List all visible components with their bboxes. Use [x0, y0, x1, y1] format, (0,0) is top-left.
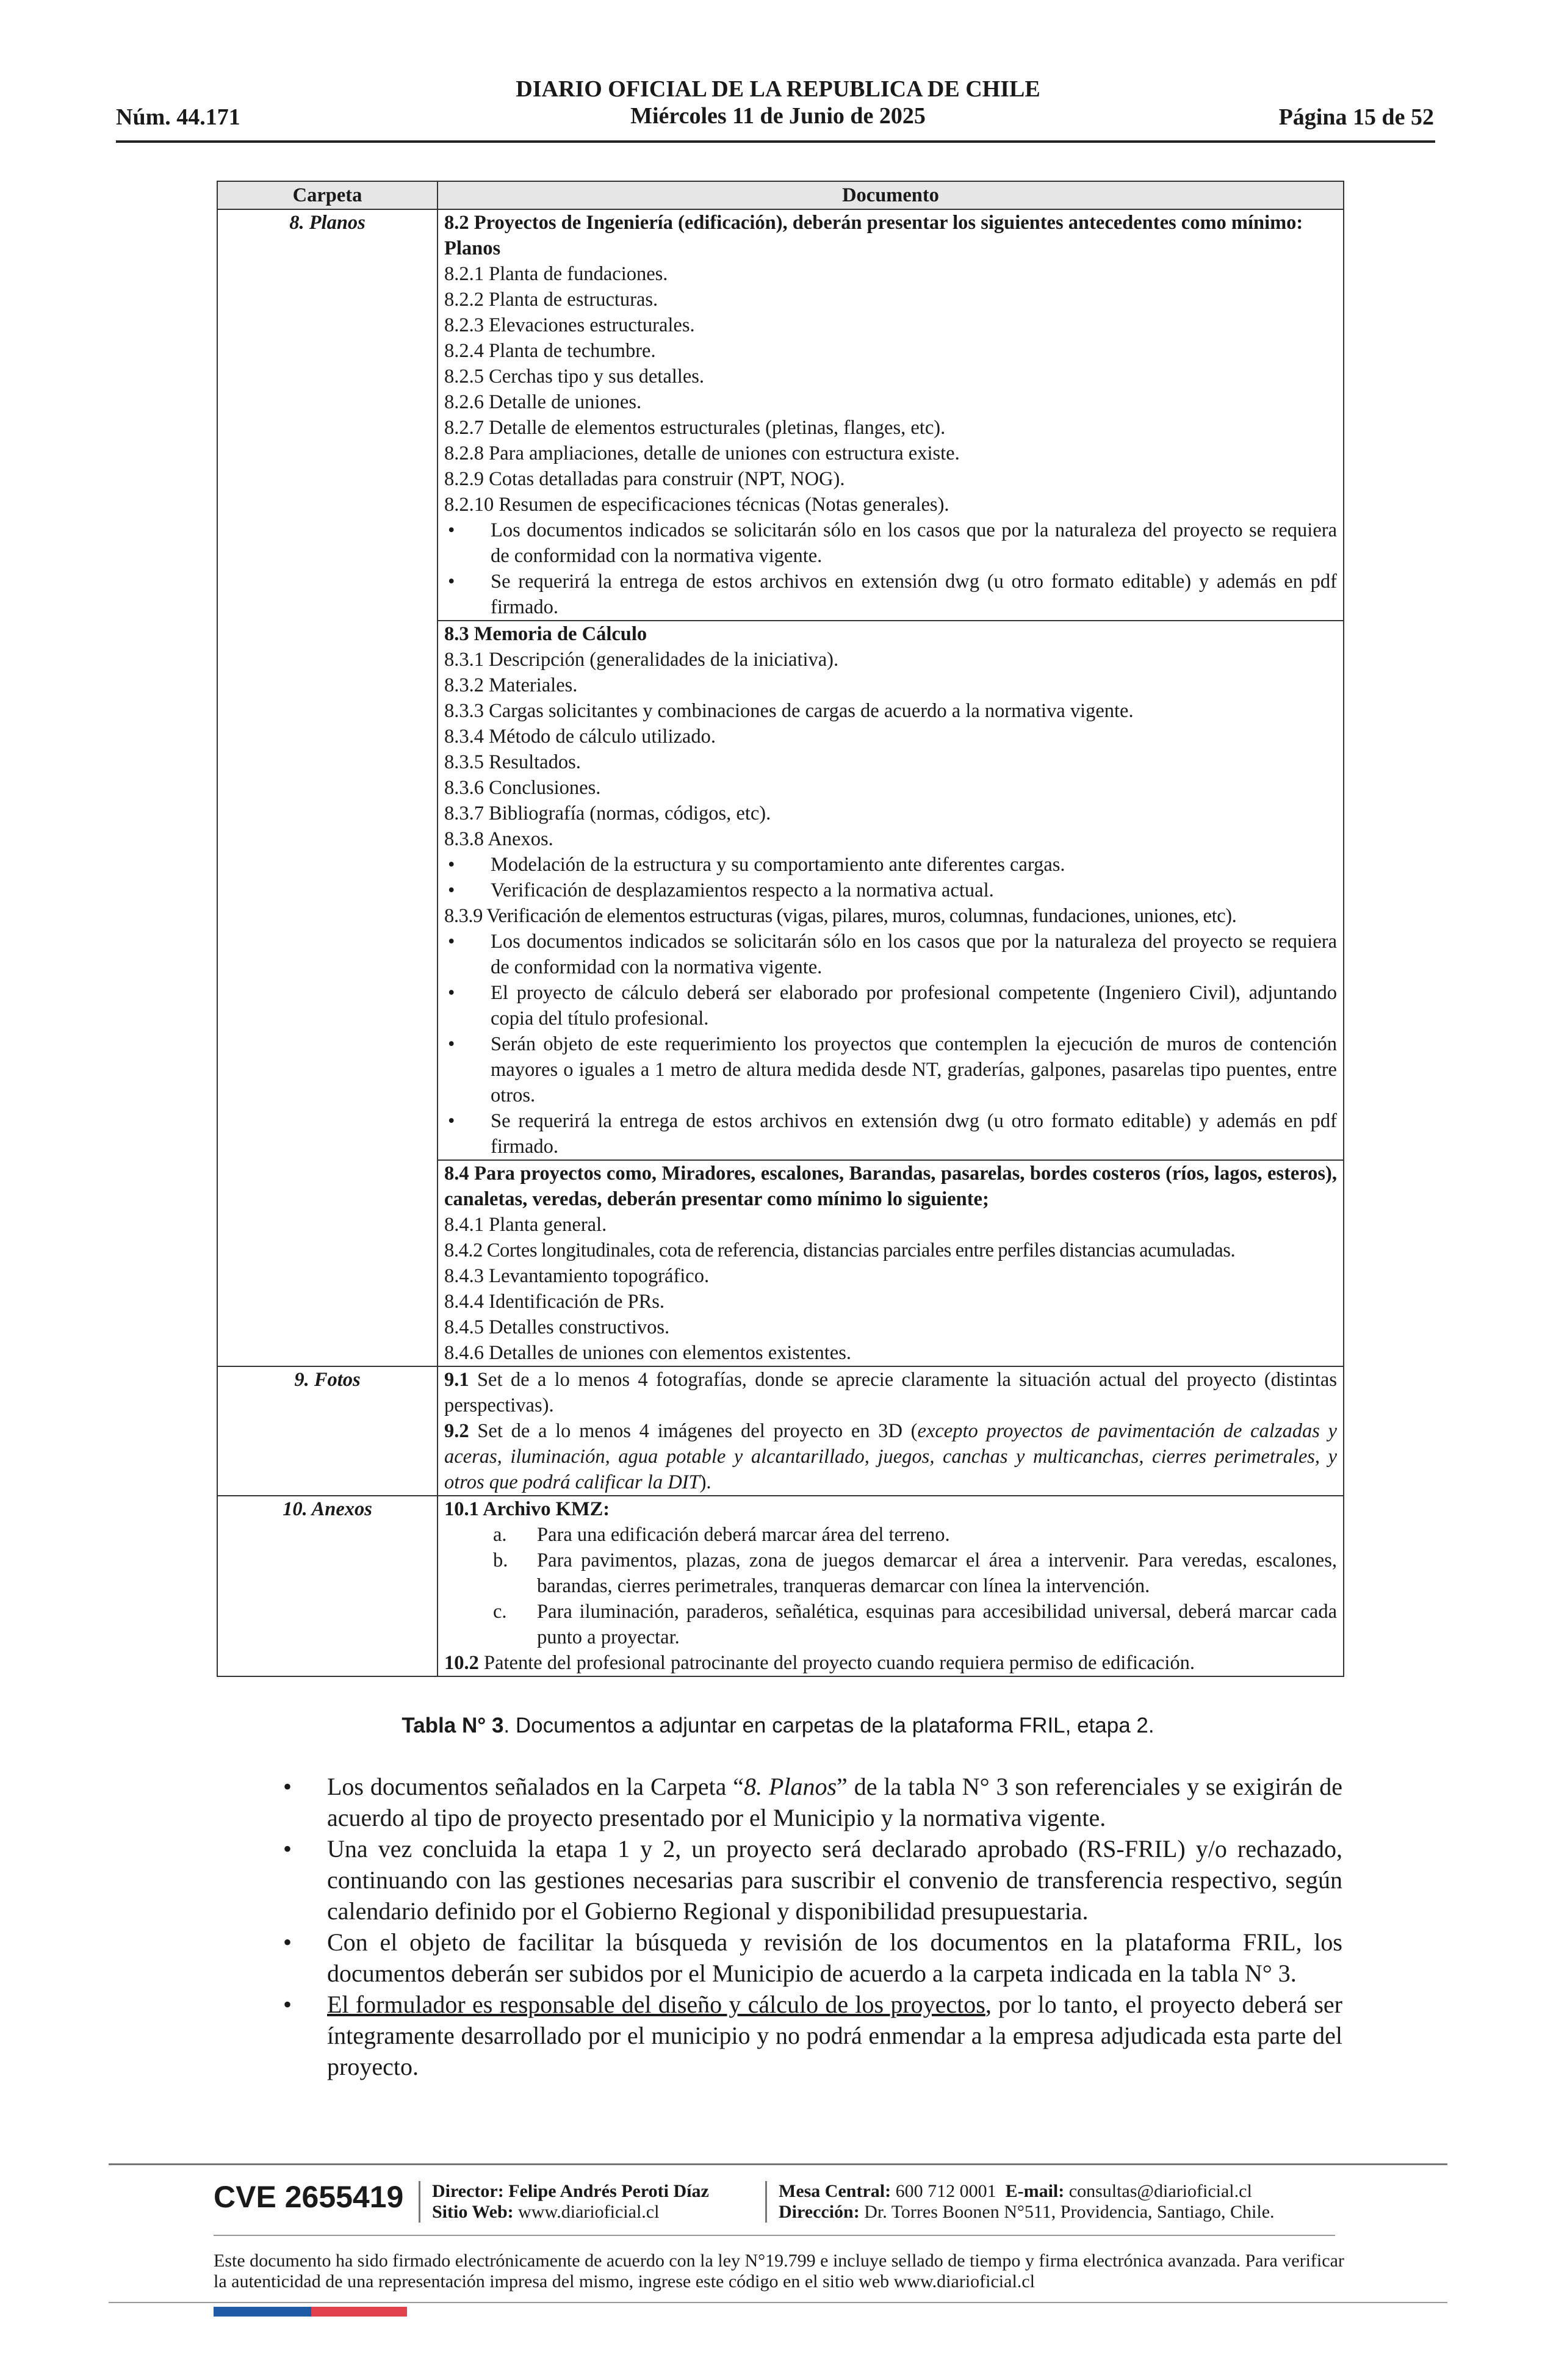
item-text-italic: excepto proyectos de pavimentación de calzadas y aceras, iluminación, agua potable y alcantarillado, juegos, canchas y multicanchas, cierres perimetrales, y otros que podrá calificar la DIT [444, 1420, 1338, 1493]
list-item: 8.3.6 Conclusiones. [444, 777, 601, 799]
table-caption [0, 1712, 1556, 1739]
list-item: 8.2.5 Cerchas tipo y sus detalles. [444, 366, 705, 388]
footer-separator [419, 2181, 420, 2223]
bullet-text: Modelación de la estructura y su comportamiento ante diferentes cargas. [491, 854, 1065, 876]
bullet-item [444, 980, 1337, 1031]
web-label: Sitio Web: [432, 2202, 514, 2222]
note-text: ” de la tabla N° 3 son referenciales y se exigirán de acuerdo al tipo de proyecto presentado por el Municipio y la normativa vigente. [327, 1773, 1342, 1831]
section-8-2 [438, 209, 1344, 621]
bullet-glyph: • [283, 1928, 292, 1956]
column-header-carpeta: Carpeta [217, 181, 438, 209]
brand-bar-red [311, 2307, 407, 2317]
list-item: 8.2.10 Resumen de especificaciones técnicas (Notas generales). [444, 494, 949, 516]
bullet-item [444, 569, 1337, 620]
bullet-item [444, 929, 1337, 980]
folder-anexos: 10. Anexos [217, 1496, 438, 1676]
item-letter: b. [493, 1549, 508, 1571]
bullet-text: Se requerirá la entrega de estos archivos en extensión dwg (u otro formato editable) y además en pdf firmado. [491, 1110, 1337, 1158]
item-text: Set de a lo menos 4 imágenes del proyecto en 3D ( [469, 1420, 918, 1442]
list-item: 8.2.6 Detalle de uniones. [444, 391, 642, 413]
bullet-glyph: • [283, 1991, 292, 2018]
page-number: Página 15 de 52 [1278, 104, 1434, 130]
header-divider [116, 140, 1435, 143]
paragraph [444, 1650, 1337, 1676]
item-text: Para una edificación deberá marcar área del terreno. [537, 1524, 950, 1546]
bullet-text: Serán objeto de este requerimiento los proyectos que contemplen la ejecución de muros de contención mayores o iguales a 1 metro de altura medida desde NT, graderías, galpones, pasarelas tipo puentes, entre otros. [491, 1033, 1337, 1106]
list-item: 8.3.8 Anexos. [444, 828, 553, 850]
footer-director-block [432, 2181, 709, 2223]
contact-line [779, 2181, 1275, 2202]
table-row [217, 1496, 1344, 1676]
list-item: 8.2.4 Planta de techumbre. [444, 340, 656, 362]
footer-separator [765, 2181, 767, 2223]
bullet-glyph: • [283, 1773, 292, 1800]
note-text: Con el objeto de facilitar la búsqueda y revisión de los documentos en la plataforma FRIL, los documentos deberán ser subidos por el Municipio de acuerdo a la carpeta indicada en la tabla N° 3. [327, 1928, 1342, 1987]
footer-contact-block [779, 2181, 1275, 2223]
section-title: 8.2 Proyectos de Ingeniería (edificación), deberán presentar los siguientes antecedentes como mínimo: [444, 212, 1303, 234]
list-item: 8.4.3 Levantamiento topográfico. [444, 1265, 710, 1287]
paragraph [444, 1367, 1337, 1418]
bullet-item [444, 878, 1337, 903]
list-item: 8.2.9 Cotas detalladas para construir (NPT, NOG). [444, 468, 845, 490]
list-item: 8.4.6 Detalles de uniones con elementos existentes. [444, 1342, 851, 1364]
folder-planos: 8. Planos [217, 209, 438, 1366]
email-link[interactable]: consultas@diarioficial.cl [1068, 2181, 1252, 2201]
section-10 [438, 1496, 1344, 1676]
bullet-text: Los documentos indicados se solicitarán sólo en los casos que por la naturaleza del proyecto se requiera de conformidad con la normativa vigente. [491, 519, 1337, 567]
bullet-text: El proyecto de cálculo deberá ser elaborado por profesional competente (Ingeniero Civil), adjuntando copia del título profesional. [491, 982, 1337, 1030]
list-item: 8.3.1 Descripción (generalidades de la iniciativa). [444, 649, 839, 671]
bullet-glyph: • [283, 1835, 292, 1863]
item-number: 10.2 [444, 1652, 479, 1674]
item-number: 9.2 [444, 1420, 469, 1442]
note-text: , por lo tanto, el proyecto deberá ser íntegramente desarrollado por el municipio y no podrá enmendar a la empresa adjudicada esta parte del proyecto. [327, 1991, 1342, 2080]
item-text-end: ). [699, 1471, 711, 1493]
issue-number: Núm. 44.171 [116, 104, 240, 130]
bullet-glyph: • [448, 571, 455, 593]
item-text: Para pavimentos, plazas, zona de juegos demarcar el área a intervenir. Para veredas, escalones, barandas, cierres perimetrales, tranqueras demarcar con línea la intervención. [537, 1549, 1337, 1597]
section-title: 8.4 Para proyectos como, Miradores, escalones, Barandas, pasarelas, bordes costeros (ríos, lagos, esteros), canaletas, veredas, deberán presentar como mínimo lo siguiente; [444, 1163, 1337, 1210]
list-item: 8.3.7 Bibliografía (normas, códigos, etc). [444, 802, 771, 824]
bullet-glyph: • [448, 1033, 455, 1055]
list-item: 8.3.5 Resultados. [444, 751, 581, 773]
lettered-item [444, 1599, 1337, 1650]
section-8-3 [438, 621, 1344, 1160]
note-text: Los documentos señalados en la Carpeta “ [327, 1773, 744, 1800]
item-letter: a. [493, 1524, 507, 1546]
issue-date: Miércoles 11 de Junio de 2025 [630, 103, 926, 129]
section-9 [438, 1366, 1344, 1496]
director-name: Felipe Andrés Peroti Díaz [508, 2181, 709, 2201]
note-item [278, 1771, 1342, 1833]
item-text: Para iluminación, paraderos, señalética, esquinas para accesibilidad universal, deberá marcar cada punto a proyectar. [537, 1601, 1337, 1648]
list-item: 8.3.4 Método de cálculo utilizado. [444, 726, 716, 748]
list-item: 8.4.1 Planta general. [444, 1214, 607, 1236]
list-item: 8.2.2 Planta de estructuras. [444, 289, 658, 311]
list-item: 8.2.7 Detalle de elementos estructurales (pletinas, flanges, etc). [444, 417, 946, 439]
item-text: Patente del profesional patrocinante del proyecto cuando requiera permiso de edificación. [478, 1652, 1195, 1674]
bullet-glyph: • [448, 854, 455, 876]
documents-table [217, 181, 1344, 1677]
legal-notice: Este documento ha sido firmado electrónicamente de acuerdo con la ley N°19.799 e incluye sellado de tiempo y firma electrónica avanzada. Para verificar la autenticidad de una representación impresa del mismo, ingrese este código en el sitio web www.diarioficial.cl [214, 2251, 1344, 2292]
note-item [278, 1833, 1342, 1927]
section-title: 10.1 Archivo KMZ: [444, 1498, 610, 1520]
list-item: 8.3.2 Materiales. [444, 674, 578, 696]
director-label: Director: [432, 2181, 504, 2201]
table-header-row [217, 181, 1344, 209]
mesa-label: Mesa Central: [779, 2181, 891, 2201]
table-row [217, 1366, 1344, 1496]
item-number: 9.1 [444, 1369, 469, 1391]
paragraph [444, 1418, 1337, 1495]
notes-list [278, 1771, 1342, 2082]
column-header-documento: Documento [438, 181, 1344, 209]
note-item [278, 1989, 1342, 2082]
bullet-glyph: • [448, 519, 455, 541]
brand-bar-blue [214, 2307, 311, 2317]
section-subtitle: Planos [444, 237, 501, 259]
note-text-italic: 8. Planos [744, 1773, 837, 1800]
bullet-text: Se requerirá la entrega de estos archivos en extensión dwg (u otro formato editable) y además en pdf firmado. [491, 571, 1337, 618]
bullet-glyph: • [448, 931, 455, 953]
footer-divider [109, 2163, 1447, 2165]
list-item: 8.2.3 Elevaciones estructurales. [444, 314, 695, 336]
caption-label: Tabla N° 3 [402, 1714, 504, 1737]
address-line [779, 2202, 1275, 2223]
lettered-item [444, 1548, 1337, 1599]
bullet-glyph: • [448, 879, 455, 901]
mesa-phone: 600 712 0001 [895, 2181, 996, 2201]
note-item [278, 1927, 1342, 1989]
bullet-item [444, 517, 1337, 569]
footer-divider-secondary [214, 2235, 1335, 2236]
item-letter: c. [493, 1601, 507, 1623]
section-8-4 [438, 1160, 1344, 1366]
list-item: 8.4.2 Cortes longitudinales, cota de referencia, distancias parciales entre perfiles distancias acumuladas. [444, 1239, 1236, 1261]
list-item: 8.4.4 Identificación de PRs. [444, 1291, 665, 1313]
bullet-item [444, 852, 1337, 878]
cve-code: CVE 2655419 [214, 2180, 404, 2214]
website-link[interactable]: www.diarioficial.cl [518, 2202, 660, 2222]
bullet-text: Los documentos indicados se solicitarán sólo en los casos que por la naturaleza del proyecto se requiera de conformidad con la normativa vigente. [491, 931, 1337, 978]
lettered-item [444, 1522, 1337, 1548]
item-text: Set de a lo menos 4 fotografías, donde se aprecie claramente la situación actual del proyecto (distintas perspectivas). [444, 1369, 1337, 1416]
footer-bottom-line [109, 2302, 1447, 2303]
folder-fotos: 9. Fotos [217, 1366, 438, 1496]
newspaper-title: DIARIO OFICIAL DE LA REPUBLICA DE CHILE [516, 76, 1040, 102]
note-text: Una vez concluida la etapa 1 y 2, un proyecto será declarado aprobado (RS-FRIL) y/o rechazado, continuando con las gestiones necesarias para suscribir el convenio de transferencia respectivo, según calendario definido por el Gobierno Regional y disponibilidad presupuestaria. [327, 1835, 1342, 1925]
web-line [432, 2202, 709, 2223]
table-row [217, 209, 1344, 621]
bullet-item [444, 1108, 1337, 1159]
list-item: 8.3.9 Verificación de elementos estructuras (vigas, pilares, muros, columnas, fundaciones, uniones, etc). [444, 905, 1237, 927]
section-title: 8.3 Memoria de Cálculo [444, 623, 647, 645]
bullet-glyph: • [448, 1110, 455, 1132]
bullet-glyph: • [448, 982, 455, 1004]
email-label: E-mail: [1005, 2181, 1065, 2201]
note-text-underlined: El formulador es responsable del diseño y cálculo de los proyectos [327, 1991, 985, 2018]
list-item: 8.4.5 Detalles constructivos. [444, 1316, 670, 1338]
address-label: Dirección: [779, 2202, 860, 2222]
list-item: 8.3.3 Cargas solicitantes y combinaciones de cargas de acuerdo a la normativa vigente. [444, 700, 1134, 722]
bullet-item [444, 1031, 1337, 1108]
bullet-text: Verificación de desplazamientos respecto a la normativa actual. [491, 879, 994, 901]
caption-text: . Documentos a adjuntar en carpetas de la plataforma FRIL, etapa 2. [503, 1714, 1154, 1737]
list-item: 8.2.1 Planta de fundaciones. [444, 263, 668, 285]
list-item: 8.2.8 Para ampliaciones, detalle de uniones con estructura existe. [444, 442, 960, 464]
address-text: Dr. Torres Boonen N°511, Providencia, Santiago, Chile. [864, 2202, 1275, 2222]
director-line [432, 2181, 709, 2202]
